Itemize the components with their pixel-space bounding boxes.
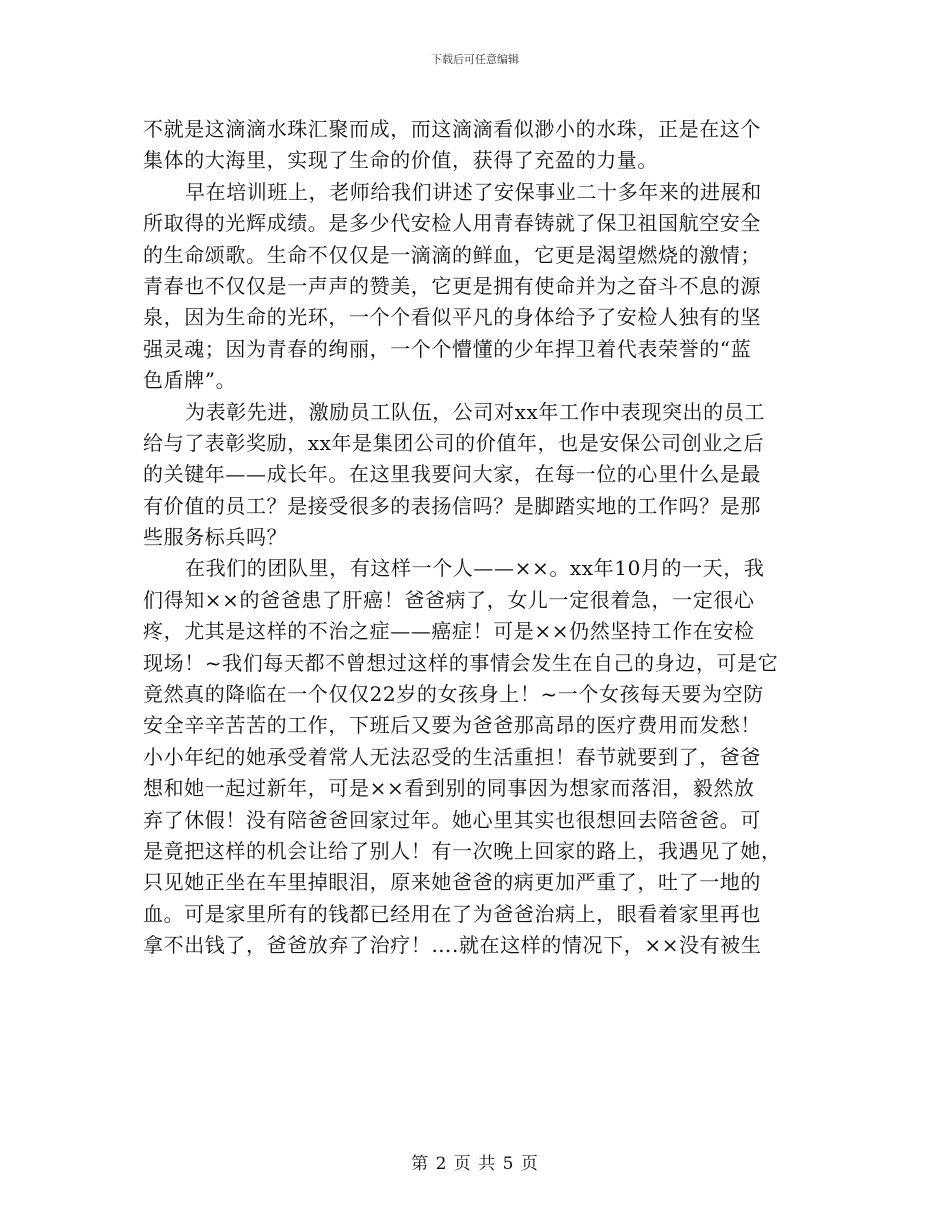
text-line: 有价值的员工？是接受很多的表扬信吗？是脚踏实地的工作吗？是那: [143, 493, 761, 518]
text-line: 青春也不仅仅是一声声的赞美，它更是拥有使命并为之奋斗不息的源: [143, 273, 761, 298]
text-line: 色盾牌”。: [143, 368, 237, 393]
text-line: 早在培训班上，老师给我们讲述了安保事业二十多年来的进展和: [185, 179, 762, 204]
text-line: 给与了表彰奖励，xx年是集团公司的价值年，也是安保公司创业之后: [143, 430, 765, 455]
text-line: 些服务标兵吗？: [143, 525, 288, 550]
text-line: 小小年纪的她承受着常人无法忍受的生活重担！春节就要到了，爸爸: [143, 744, 761, 769]
document-body: [143, 114, 809, 962]
text-line: 不就是这滴滴水珠汇聚而成，而这滴滴看似渺小的水珠，正是在这个: [143, 117, 761, 141]
text-line: 们得知××的爸爸患了肝癌！爸爸病了，女儿一定很着急，一定很心: [143, 587, 755, 612]
text-line: 竟然真的降临在一个仅仅22岁的女孩身上！~一个女孩每天要为空防: [143, 682, 764, 707]
text-line: 的关键年——成长年。在这里我要问大家，在每一位的心里什么是最: [143, 462, 761, 487]
text-line: 强灵魂；因为青春的绚丽，一个个懵懂的少年捍卫着代表荣誉的“蓝: [143, 336, 752, 361]
page-header: 下载后可任意编辑: [431, 53, 519, 66]
text-line: 想和她一起过新年，可是××看到别的同事因为想家而落泪，毅然放: [143, 776, 755, 801]
text-line: 在我们的团队里，有这样一个人——××。xx年10月的一天，我: [185, 556, 765, 581]
text-line: 的生命颂歌。生命不仅仅是一滴滴的鲜血，它更是渴望燃烧的激情；: [143, 242, 761, 267]
text-line: 所取得的光辉成绩。是多少代安检人用青春铸就了保卫祖国航空安全: [143, 211, 761, 236]
page-number-footer: 第 2 页 共 5 页: [411, 1154, 539, 1174]
text-line: 现场！~我们每天都不曾想过这样的事情会发生在自己的身边，可是它: [143, 650, 779, 675]
text-line: 只见她正坐在车里掉眼泪，原来她爸爸的病更加严重了，吐了一地的: [143, 870, 761, 895]
text-line: 拿不出钱了，爸爸放弃了治疗！….就在这样的情况下，××没有被生: [143, 933, 762, 958]
text-line: 安全辛辛苦苦的工作，下班后又要为爸爸那高昂的医疗费用而发愁！: [143, 713, 761, 738]
text-line: 弃了休假！没有陪爸爸回家过年。她心里其实也很想回去陪爸爸。可: [143, 807, 761, 832]
text-line: 疼，尤其是这样的不治之症——癌症！可是××仍然坚持工作在安检: [143, 619, 755, 644]
text-line: 为表彰先进，激励员工队伍，公司对xx年工作中表现突出的员工: [185, 399, 765, 424]
text-line: 是竟把这样的机会让给了别人！有一次晚上回家的路上，我遇见了她，: [143, 838, 782, 863]
text-line: 泉，因为生命的光环，一个个看似平凡的身体给予了安检人独有的坚: [143, 305, 761, 330]
text-line: 集体的大海里，实现了生命的价值，获得了充盈的力量。: [143, 148, 658, 173]
text-line: 血。可是家里所有的钱都已经用在了为爸爸治病上，眼看着家里再也: [143, 901, 761, 926]
